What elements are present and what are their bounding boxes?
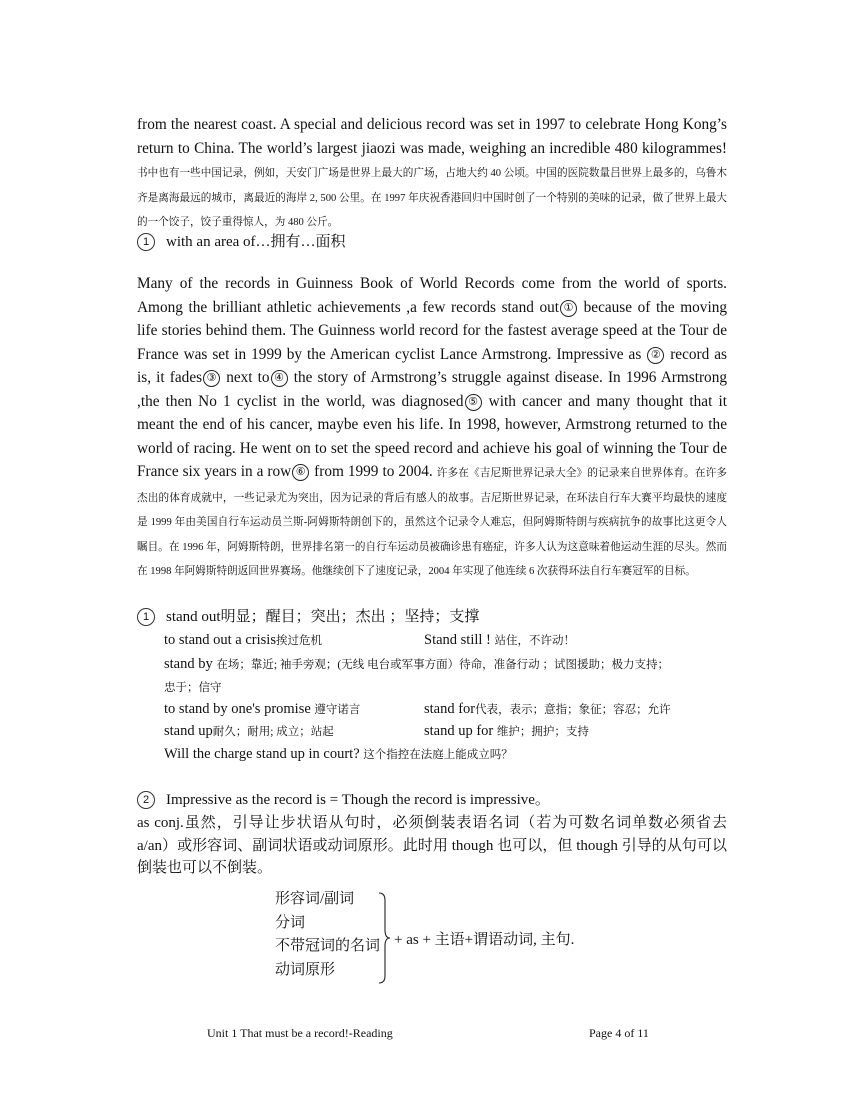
phrase-line [424, 699, 671, 720]
note-text: with an area of…拥有…面积 [166, 234, 346, 250]
note-number-badge: 1 [137, 608, 155, 626]
phrase-en: Stand still ! [424, 632, 491, 648]
vocab-note-stand-out [137, 606, 479, 628]
phrase-en: stand by [164, 656, 213, 672]
phrase-cn: 挨过危机 [275, 635, 322, 647]
phrase-cn: 站住，不许动！ [494, 635, 575, 647]
formula-rest: + as + 主语+谓语动词, 主句. [394, 932, 575, 948]
formula-item: 分词 [275, 914, 306, 931]
phrase-line [164, 677, 222, 698]
formula-item: 动词原形 [275, 961, 336, 978]
phrase-cn: 代表，表示；意指；象征；容忍；允许 [475, 704, 671, 716]
note-title: stand out明显；醒目；突出；杰出 ；坚持；支撑 [166, 609, 480, 625]
paragraph-segment: the story of Armstrong’s struggle against disease. In 1996 Armstrong ,the then No 1 cyclist in the world, was diagnosed [137, 369, 727, 410]
marker-1: ① [560, 300, 577, 317]
grammar-explanation: as conj.虽然，引导让步状语从句时，必须倒装表语名词（若为可数名词单数必须省去 a/an）或形容词、副词状语或动词原形。此时用 though 也可以，但 though 引导的从句可以倒装也可以不倒装。 [137, 815, 727, 876]
marker-6: ⑥ [292, 464, 309, 481]
paragraph-sports-records [137, 272, 727, 583]
phrase-line [164, 654, 669, 675]
paragraph-segment: with cancer and many thought that it meant the end of his cancer, maybe even his life. In 1998, however, Armstrong returned to the world of racing. He went on to set the speed record and achieve his goal of winning the Tour de France six years in a row [137, 392, 728, 480]
phrase-en: stand up for [424, 723, 494, 739]
paragraph-segment: Many of the records in Guinness Book of World Records come from the world of sports. Among the brilliant athletic achievements ,a few records stand out [137, 275, 727, 316]
paragraph-segment: next to [221, 369, 270, 386]
paragraph-segment: because of the moving life stories behind them. The Guinness world record for the fastest average speed at the Tour de France was set in 1999 by the American cyclist Lance Armstrong. Impressive as [137, 298, 727, 363]
phrase-cn: 忠于；信守 [164, 682, 222, 694]
footer-unit-title: Unit 1 That must be a record!-Reading [207, 1026, 393, 1040]
phrase-cn: 维护；拥护；支持 [496, 726, 589, 738]
marker-2: ② [647, 347, 664, 364]
phrase-cn: 遵守诺言 [314, 704, 361, 716]
note-number-badge: 1 [137, 233, 155, 251]
note-title: Impressive as the record is = Though the record is impressive。 [166, 792, 550, 808]
paragraph-jiaozi-record [137, 113, 727, 234]
paragraph-english: from the nearest coast. A special and delicious record was set in 1997 to celebrate Hong Kong’s return to China. The world’s largest jiaozi was made, weighing an incredible 480 kilogrammes! [137, 116, 727, 157]
paragraph-chinese-translation: 书中也有一些中国记录，例如，天安门广场是世界上最大的广场，占地大约 40 公顷。中国的医院数量吕世界上最多的，乌鲁木齐是离海最远的城市，离最近的海岸 2, 500 公里。在 1997 年庆祝香港回归中国时创了一个特别的美味的记录，做了世界上最大的一个饺子，饺子重得惊人，为 480 公斤。 [137, 168, 727, 228]
right-brace-icon [377, 892, 391, 984]
paragraph-segment: record as is, it fades [137, 345, 727, 386]
formula-item: 形容词/副词 [275, 891, 355, 907]
paragraph-chinese-translation: 许多在《吉尼斯世界记录大全》的记录来自世界体育。在许多杰出的体育成就中，一些记录尤为突出，因为记录的背后有感人的故事。吉尼斯世界记录，在环法自行车大赛平均最快的速度是 1999 年由美国自行车运动员兰斯-阿姆斯特朗创下的，虽然这个记录令人难忘，但阿姆斯特朗与疾病抗争的故事比这更令人瞩目。在 1996 年，阿姆斯特朗，世界排名第一的自行车运动员被确诊患有癌症，许多人认为这意味着他运动生涯的尽头。然而在 1998 年阿姆斯特朗返回世界赛场。他继续创下了速度记录，2004 年实现了他连续 6 次获得环法自行车赛冠军的目标。 [137, 468, 727, 577]
footer-page-number: Page 4 of 11 [589, 1026, 649, 1040]
formula-item: 不带冠词的名词 [275, 938, 381, 954]
phrase-line [164, 699, 360, 720]
phrase-line [424, 630, 575, 651]
vocab-note-area [137, 231, 346, 253]
phrase-en: to stand by one's promise [164, 701, 311, 717]
phrase-line [164, 630, 322, 651]
phrase-cn: 这个指控在法庭上能成立吗？ [363, 749, 513, 761]
formula-items [275, 888, 380, 982]
phrase-line [424, 721, 589, 742]
paragraph-segment: from 1999 to 2004. [310, 463, 433, 480]
note-number-badge: 2 [137, 791, 155, 809]
grammar-note-inversion [137, 789, 550, 811]
phrase-line [164, 744, 513, 765]
marker-3: ③ [203, 370, 220, 387]
phrase-en: Will the charge stand up in court? [164, 746, 360, 762]
phrase-en: stand up [164, 723, 213, 739]
phrase-en: to stand out a crisis [164, 632, 276, 648]
phrase-cn: 在场；靠近; 袖手旁观；(无线 电台或军事方面）待命，准备行动 ；试图援助；极力支持； [216, 659, 670, 671]
phrase-line [164, 721, 334, 742]
marker-5: ⑤ [465, 394, 482, 411]
phrase-en: stand for [424, 701, 476, 717]
marker-4: ④ [271, 370, 288, 387]
phrase-cn: 耐久；耐用; 成立；站起 [212, 726, 334, 738]
